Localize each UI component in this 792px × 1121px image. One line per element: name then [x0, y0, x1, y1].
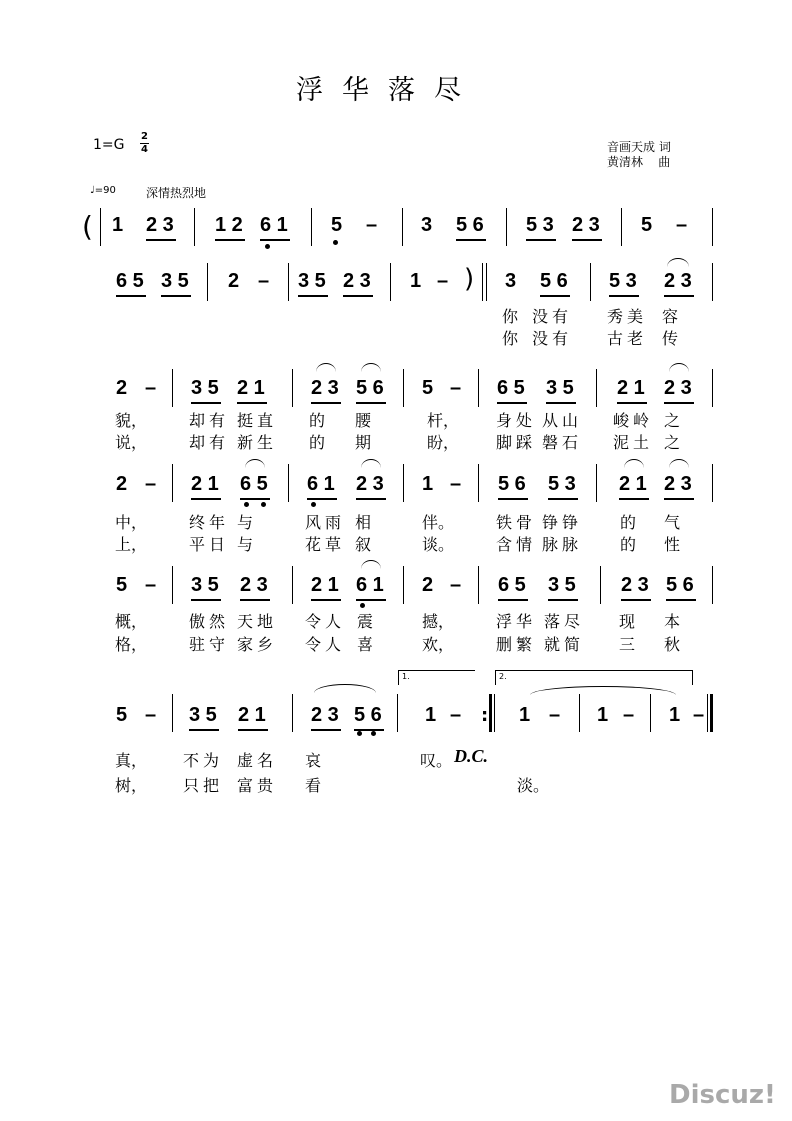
- beam: [311, 729, 341, 731]
- lyric: 的: [620, 535, 637, 554]
- note: 1: [669, 704, 681, 726]
- note: 3: [505, 270, 517, 292]
- time-signature-bottom: 4: [141, 144, 148, 155]
- slur: [245, 459, 265, 468]
- note: 5: [116, 704, 128, 726]
- lyric: 格，: [115, 635, 148, 654]
- barline: [600, 566, 601, 604]
- beam: [548, 498, 578, 500]
- barline: [506, 208, 507, 246]
- note: 5 6: [356, 377, 384, 399]
- lyric: 的: [309, 411, 326, 430]
- beam: [191, 498, 221, 500]
- composer-credit: 黄清林 曲: [607, 155, 671, 169]
- dash: –: [450, 377, 462, 399]
- open-parenthesis: (: [82, 210, 93, 243]
- lyric: 你: [502, 307, 519, 326]
- beam: [311, 599, 341, 601]
- lyric: 现: [619, 612, 636, 631]
- barline: [207, 263, 208, 301]
- note: 2 1: [619, 473, 647, 495]
- barline: [621, 208, 622, 246]
- beam: [540, 295, 570, 297]
- barline: [590, 263, 591, 301]
- dash: –: [145, 473, 157, 495]
- beam: [526, 239, 556, 241]
- barline: [712, 464, 713, 502]
- note: 5 6: [540, 270, 568, 292]
- barline: [486, 263, 487, 301]
- final-barline-thin: [707, 694, 708, 732]
- barline: [650, 694, 651, 732]
- beam: [664, 402, 694, 404]
- note: 2 3: [664, 473, 692, 495]
- barline: [402, 208, 403, 246]
- beam: [664, 295, 694, 297]
- barline: [403, 369, 404, 407]
- beam: [238, 729, 268, 731]
- lyric: 傲然: [189, 612, 230, 631]
- lyric: 删繁: [496, 635, 537, 654]
- dash: –: [450, 574, 462, 596]
- note: 5 3: [548, 473, 576, 495]
- beam: [497, 402, 527, 404]
- lyric: 富贵: [237, 776, 278, 795]
- beam: [621, 599, 651, 601]
- beam: [215, 239, 245, 241]
- note: 5: [422, 377, 434, 399]
- expression-marking: 深情热烈地: [146, 186, 207, 200]
- beam: [307, 498, 337, 500]
- dash: –: [693, 704, 705, 726]
- dash: –: [676, 214, 688, 236]
- slur: [530, 686, 676, 695]
- beam: [161, 295, 191, 297]
- note: 2: [116, 377, 128, 399]
- lyric: 没有: [532, 329, 573, 348]
- beam: [237, 402, 267, 404]
- low-octave-dot: [371, 731, 376, 736]
- final-barline-thick: [710, 694, 713, 732]
- lyric: 三: [619, 635, 636, 654]
- volta-1-label: 1.: [402, 672, 410, 681]
- low-octave-dot: [244, 502, 249, 507]
- note: 3 5: [191, 574, 219, 596]
- lyric: 只把: [183, 776, 224, 795]
- barline: [390, 263, 391, 301]
- barline: [712, 566, 713, 604]
- barline: [482, 263, 483, 301]
- beam: [240, 498, 270, 500]
- lyric: 撼，: [422, 612, 455, 631]
- note: 3 5: [191, 377, 219, 399]
- note: 1: [597, 704, 609, 726]
- note: 3 5: [189, 704, 217, 726]
- note-intro-2: 2 3: [146, 214, 174, 236]
- beam: [116, 295, 146, 297]
- watermark: Discuz!: [669, 1080, 776, 1110]
- lyric: 新生: [237, 433, 278, 452]
- note: 6 5: [498, 574, 526, 596]
- note: 5 3: [609, 270, 637, 292]
- beam: [572, 239, 602, 241]
- beam: [666, 599, 696, 601]
- beam: [298, 295, 328, 297]
- lyric: 磐石: [542, 433, 583, 452]
- dash: –: [145, 377, 157, 399]
- barline: [311, 208, 312, 246]
- low-octave-dot: [360, 603, 365, 608]
- beam: [498, 498, 528, 500]
- barline: [494, 694, 495, 732]
- volta-2-bracket: [495, 670, 693, 685]
- lyric: 峻岭: [613, 411, 654, 430]
- note: 2 1: [311, 574, 339, 596]
- slur: [361, 363, 381, 372]
- lyric: 秋: [664, 635, 681, 654]
- beam: [356, 599, 386, 601]
- lyric: 本: [664, 612, 681, 631]
- lyric: 与: [237, 535, 254, 554]
- close-parenthesis: ): [464, 264, 475, 294]
- lyric: 铁骨: [496, 513, 537, 532]
- note: 2: [116, 473, 128, 495]
- slur: [624, 459, 644, 468]
- time-signature-top: 2: [141, 131, 148, 142]
- lyric: 含情: [496, 535, 537, 554]
- note: 2 3: [664, 377, 692, 399]
- lyric: 令人: [305, 635, 346, 654]
- lyric: 的: [620, 513, 637, 532]
- dash: –: [450, 704, 462, 726]
- note-intro-1: 1: [112, 214, 124, 236]
- barline: [712, 263, 713, 301]
- lyric: 就简: [544, 635, 585, 654]
- beam: [617, 402, 647, 404]
- lyric: 杆，: [427, 411, 460, 430]
- lyric: 概，: [115, 612, 148, 631]
- note: 2 3: [311, 704, 339, 726]
- note: 6 1: [307, 473, 335, 495]
- slur: [361, 560, 381, 569]
- slur: [669, 363, 689, 372]
- note-intro-5: 5: [331, 214, 343, 236]
- lyric: 性: [664, 535, 681, 554]
- lyric: 秀美: [607, 307, 648, 326]
- beam: [191, 402, 221, 404]
- beam: [546, 402, 576, 404]
- note: 2 3: [343, 270, 371, 292]
- barline: [403, 464, 404, 502]
- low-octave-dot: [265, 244, 270, 249]
- lyric: 却有: [189, 433, 230, 452]
- lyric: 盼，: [427, 433, 460, 452]
- dc-marking: D.C.: [454, 746, 489, 766]
- beam: [240, 599, 270, 601]
- beam: [456, 239, 486, 241]
- beam: [189, 729, 219, 731]
- lyric: 说，: [115, 433, 148, 452]
- lyric: 不为: [183, 751, 224, 770]
- lyric: 身处: [496, 411, 537, 430]
- note: 6 1: [356, 574, 384, 596]
- beam: [343, 295, 373, 297]
- note: 2 3: [356, 473, 384, 495]
- barline: [172, 464, 173, 502]
- note: 5: [116, 574, 128, 596]
- key-signature: 1=G: [93, 137, 125, 153]
- dash: –: [258, 270, 270, 292]
- note: 1: [519, 704, 531, 726]
- barline: [478, 369, 479, 407]
- lyric: 中，: [115, 513, 148, 532]
- lyric: 驻守: [189, 635, 230, 654]
- dash: –: [450, 473, 462, 495]
- slur: [316, 363, 336, 372]
- note: 6 5: [116, 270, 144, 292]
- dash: –: [549, 704, 561, 726]
- note-intro-10: 5: [641, 214, 653, 236]
- low-octave-dot: [357, 731, 362, 736]
- beam: [311, 402, 341, 404]
- lyric: 家乡: [237, 635, 278, 654]
- low-octave-dot: [333, 240, 338, 245]
- lyric: 铮铮: [542, 513, 583, 532]
- lyric: 与: [237, 513, 254, 532]
- note: 2 1: [237, 377, 265, 399]
- lyric: 你: [502, 329, 519, 348]
- note: 2 3: [664, 270, 692, 292]
- dash: –: [366, 214, 378, 236]
- note: 2 1: [617, 377, 645, 399]
- lyric: 平日: [189, 535, 230, 554]
- note: 3 5: [546, 377, 574, 399]
- lyric: 终年: [189, 513, 230, 532]
- barline: [100, 208, 101, 246]
- lyric: 的: [309, 433, 326, 452]
- lyric: 天地: [237, 612, 278, 631]
- lyric: 脚踩: [496, 433, 537, 452]
- beam: [146, 239, 176, 241]
- lyric: 挺直: [237, 411, 278, 430]
- lyric: 相: [355, 513, 372, 532]
- barline: [579, 694, 580, 732]
- note: 3 5: [161, 270, 189, 292]
- note-intro-4: 6 1: [260, 214, 288, 236]
- lyric: 虚名: [237, 751, 278, 770]
- lyric: 气: [664, 513, 681, 532]
- note: 3 5: [298, 270, 326, 292]
- barline: [397, 694, 398, 732]
- beam: [609, 295, 639, 297]
- lyric: 树，: [115, 776, 148, 795]
- note: 2 1: [191, 473, 219, 495]
- note-intro-7: 5 6: [456, 214, 484, 236]
- dash: –: [145, 574, 157, 596]
- low-octave-dot: [261, 502, 266, 507]
- note-intro-9: 2 3: [572, 214, 600, 236]
- dash: –: [145, 704, 157, 726]
- barline: [292, 694, 293, 732]
- lyric: 之: [664, 411, 681, 430]
- barline: [172, 566, 173, 604]
- lyric: 喜: [357, 635, 374, 654]
- note: 5 6: [666, 574, 694, 596]
- lyric: 哀: [305, 751, 322, 770]
- lyricist-credit: 音画天成 词: [607, 140, 671, 154]
- slur: [314, 684, 376, 693]
- note: 1: [410, 270, 422, 292]
- lyric: 容: [662, 307, 679, 326]
- lyric: 泥土: [613, 433, 654, 452]
- beam: [356, 402, 386, 404]
- lyric: 浮华: [496, 612, 537, 631]
- note: 6 5: [240, 473, 268, 495]
- lyric: 令人: [305, 612, 346, 631]
- note: 2: [228, 270, 240, 292]
- slur: [669, 459, 689, 468]
- dash: –: [437, 270, 449, 292]
- lyric: 之: [664, 433, 681, 452]
- lyric: 看: [305, 776, 322, 795]
- note: 2 3: [240, 574, 268, 596]
- page-title: 浮华落尽: [296, 75, 480, 106]
- lyric: 伴。: [422, 513, 455, 532]
- lyric: 期: [355, 433, 372, 452]
- lyric: 脉脉: [542, 535, 583, 554]
- lyric: 腰: [355, 411, 372, 430]
- lyric: 没有: [532, 307, 573, 326]
- barline: [596, 464, 597, 502]
- lyric: 传: [662, 329, 679, 348]
- note: 2: [422, 574, 434, 596]
- barline: [596, 369, 597, 407]
- lyric: 却有: [189, 411, 230, 430]
- note-intro-6: 3: [421, 214, 433, 236]
- lyric: 叙: [355, 535, 372, 554]
- barline: [292, 369, 293, 407]
- barline: [288, 263, 289, 301]
- lyric: 风雨: [305, 513, 346, 532]
- barline: [478, 566, 479, 604]
- note-intro-8: 5 3: [526, 214, 554, 236]
- lyric: 淡。: [517, 776, 550, 795]
- note: 2 1: [238, 704, 266, 726]
- volta-2-label: 2.: [499, 672, 507, 681]
- lyric: 叹。: [420, 751, 453, 770]
- lyric: 上，: [115, 535, 148, 554]
- beam: [191, 599, 221, 601]
- slur: [667, 258, 689, 267]
- repeat-dots: :: [481, 705, 489, 726]
- note: 1: [422, 473, 434, 495]
- lyric: 真，: [115, 751, 148, 770]
- barline: [172, 369, 173, 407]
- note: 1: [425, 704, 437, 726]
- repeat-barline: [489, 694, 492, 732]
- beam: [260, 239, 290, 241]
- barline: [292, 566, 293, 604]
- lyric: 从山: [542, 411, 583, 430]
- lyric: 古老: [607, 329, 648, 348]
- beam: [548, 599, 578, 601]
- beam: [498, 599, 528, 601]
- barline: [478, 464, 479, 502]
- low-octave-dot: [311, 502, 316, 507]
- note: 6 5: [497, 377, 525, 399]
- tempo-marking: ♩=90: [90, 185, 116, 196]
- lyric: 震: [357, 612, 374, 631]
- beam: [619, 498, 649, 500]
- note: 5 6: [498, 473, 526, 495]
- beam: [664, 498, 694, 500]
- note: 5 6: [354, 704, 382, 726]
- barline: [172, 694, 173, 732]
- barline: [403, 566, 404, 604]
- lyric: 欢，: [422, 635, 455, 654]
- note: 2 3: [311, 377, 339, 399]
- barline: [194, 208, 195, 246]
- barline: [712, 369, 713, 407]
- lyric: 落尽: [544, 612, 585, 631]
- lyric: 花草: [305, 535, 346, 554]
- slur: [361, 459, 381, 468]
- note-intro-3: 1 2: [215, 214, 243, 236]
- note: 3 5: [548, 574, 576, 596]
- note: 2 3: [621, 574, 649, 596]
- lyric: 貌，: [115, 411, 148, 430]
- beam: [356, 498, 386, 500]
- barline: [712, 208, 713, 246]
- barline: [288, 464, 289, 502]
- lyric: 谈。: [422, 535, 455, 554]
- dash: –: [623, 704, 635, 726]
